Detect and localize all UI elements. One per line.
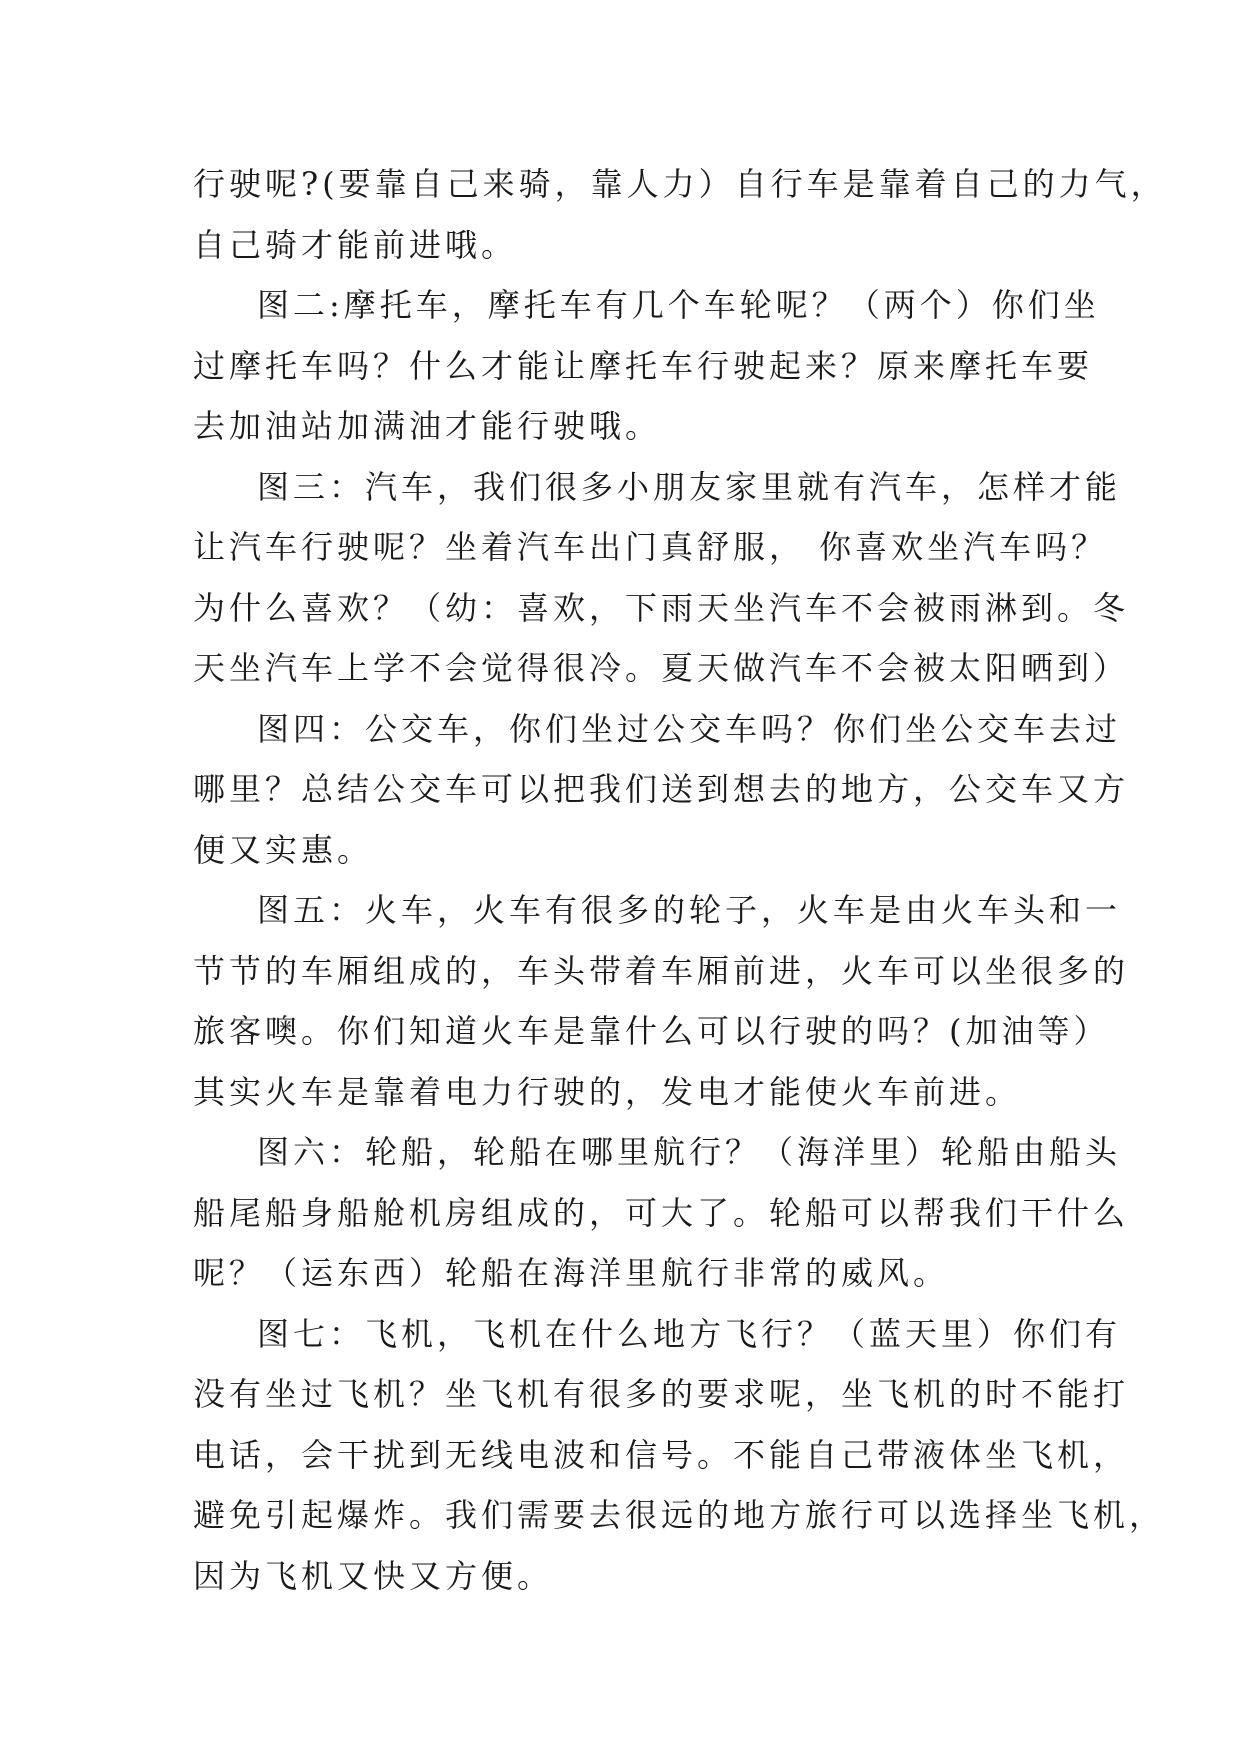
- text-line: 图七：飞机，飞机在什么地方飞行？（蓝天里）你们有: [257, 1314, 1122, 1353]
- text-line: 图四：公交车，你们坐过公交车吗？你们坐公交车去过: [257, 709, 1122, 748]
- text-line: 为什么喜欢？（幼：喜欢，下雨天坐汽车不会被雨淋到。冬: [193, 588, 1130, 627]
- text-line: 旅客噢。你们知道火车是靠什么可以行驶的吗？(加油等）: [193, 1012, 1110, 1050]
- text-line: 去加油站加满油才能行驶哦。: [193, 407, 662, 445]
- text-line: 避免引起爆炸。我们需要去很远的地方旅行可以选择坐飞机，: [193, 1496, 1166, 1534]
- paragraph-ship: [193, 1122, 1130, 1304]
- paragraph-car: [193, 457, 1130, 699]
- text-line: 节节的车厢组成的，车头带着车厢前进，火车可以坐很多的: [193, 951, 1130, 990]
- text-line: 呢？（运东西）轮船在海洋里航行非常的威风。: [193, 1254, 950, 1292]
- document-body: [193, 154, 1167, 1606]
- text-line: 行驶呢?(要靠自己来骑，靠人力）自行车是靠着自己的力气，: [193, 165, 1167, 203]
- text-line: 没有坐过飞机？坐飞机有很多的要求呢，坐飞机的时不能打: [193, 1375, 1130, 1413]
- paragraph-bus: [193, 699, 1130, 881]
- text-line: 让汽车行驶呢？坐着汽车出门真舒服， 你喜欢坐汽车吗？: [193, 528, 1108, 566]
- text-line: 自己骑才能前进哦。: [193, 225, 518, 264]
- text-line: 图六：轮船，轮船在哪里航行？（海洋里）轮船由船头: [257, 1133, 1122, 1171]
- text-line: 图二:摩托车，摩托车有几个车轮呢？（两个）你们坐: [257, 286, 1100, 324]
- text-line: 图五：火车，火车有很多的轮子，火车是由火车头和一: [257, 891, 1122, 929]
- paragraph-train: [193, 880, 1130, 1122]
- text-line: 船尾船身船舱机房组成的，可大了。轮船可以帮我们干什么: [193, 1193, 1130, 1232]
- paragraph-motorcycle: [193, 275, 1100, 457]
- text-line: 因为飞机又快又方便。: [193, 1556, 554, 1595]
- text-line: 天坐汽车上学不会觉得很冷。夏天做汽车不会被太阳晒到）: [193, 649, 1130, 687]
- text-line: 图三：汽车，我们很多小朋友家里就有汽车，怎样才能: [257, 467, 1122, 506]
- text-line: 电话，会干扰到无线电波和信号。不能自己带液体坐飞机，: [193, 1435, 1130, 1474]
- paragraph-bicycle-continued: [193, 154, 1167, 275]
- text-line: 过摩托车吗？什么才能让摩托车行驶起来？原来摩托车要: [193, 346, 1094, 385]
- text-line: 哪里？总结公交车可以把我们送到想去的地方，公交车又方: [193, 770, 1130, 808]
- text-line: 其实火车是靠着电力行驶的，发电才能使火车前进。: [193, 1072, 1022, 1111]
- text-line: 便又实惠。: [193, 830, 374, 869]
- paragraph-airplane: [193, 1304, 1166, 1607]
